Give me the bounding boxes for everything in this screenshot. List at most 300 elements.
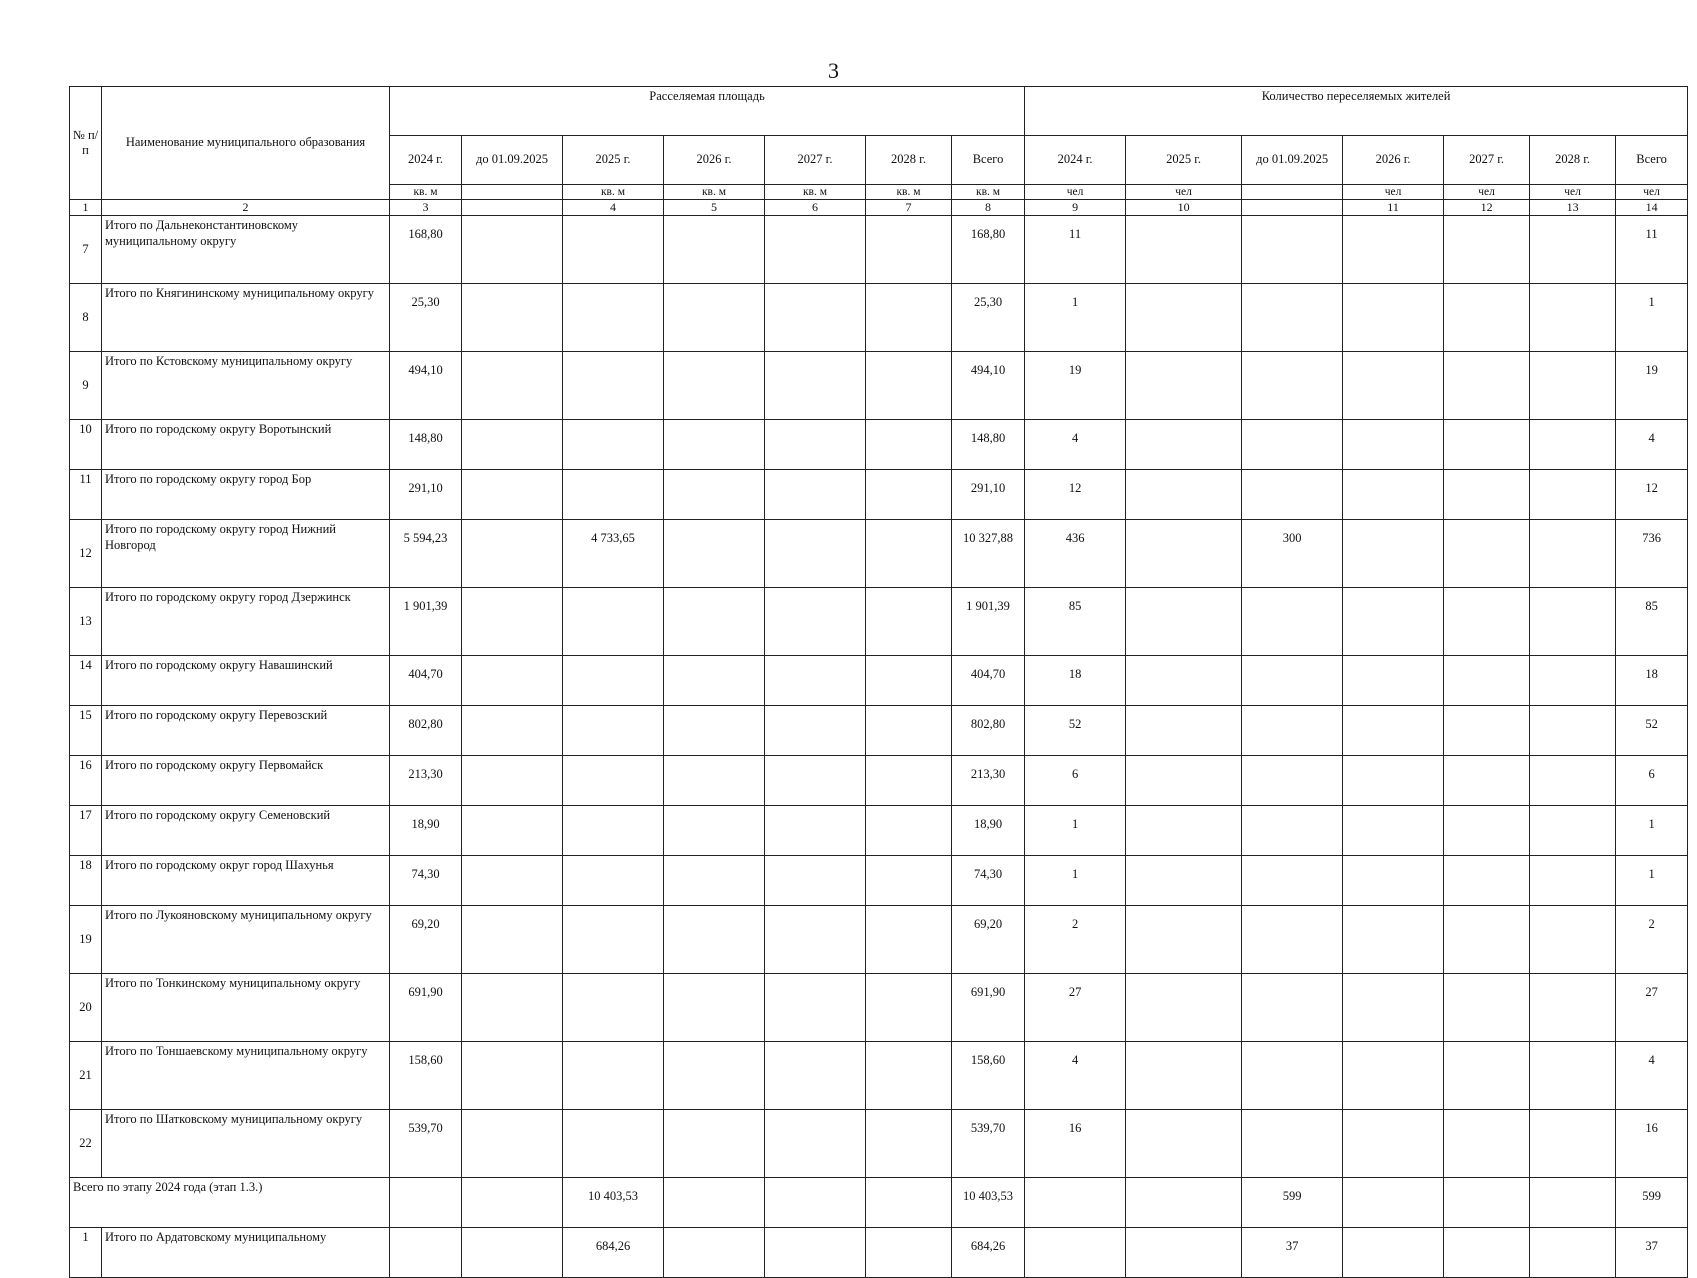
value-cell bbox=[664, 284, 765, 352]
column-number-cell: 8 bbox=[952, 200, 1025, 216]
table-row bbox=[70, 806, 1688, 856]
column-number-cell: 2 bbox=[102, 200, 390, 216]
municipality-name: Итого по городскому округу Семеновский bbox=[102, 806, 390, 856]
value-cell bbox=[563, 756, 664, 806]
header-num: № п/п bbox=[70, 87, 102, 200]
value-cell: 539,70 bbox=[390, 1110, 462, 1178]
row-number: 12 bbox=[70, 520, 102, 588]
value-cell bbox=[1530, 520, 1616, 588]
value-cell: 16 bbox=[1616, 1110, 1688, 1178]
value-cell bbox=[664, 906, 765, 974]
header-year-cell: до 01.09.2025 bbox=[462, 136, 563, 185]
municipality-name: Итого по городскому округу Перевозский bbox=[102, 706, 390, 756]
value-cell: 2 bbox=[1616, 906, 1688, 974]
value-cell: 1 bbox=[1025, 284, 1126, 352]
value-cell bbox=[664, 974, 765, 1042]
value-cell bbox=[664, 756, 765, 806]
value-cell bbox=[1343, 656, 1444, 706]
value-cell bbox=[1530, 1042, 1616, 1110]
value-cell bbox=[1242, 856, 1343, 906]
value-cell bbox=[563, 656, 664, 706]
header-residents-group: Количество переселяемых жителей bbox=[1025, 87, 1688, 136]
header-unit-cell: чел bbox=[1616, 185, 1688, 200]
value-cell bbox=[1530, 1228, 1616, 1278]
value-cell bbox=[1242, 470, 1343, 520]
value-cell bbox=[765, 1042, 866, 1110]
value-cell: 25,30 bbox=[952, 284, 1025, 352]
value-cell bbox=[866, 470, 952, 520]
value-cell bbox=[1530, 856, 1616, 906]
header-year-cell: 2028 г. bbox=[1530, 136, 1616, 185]
row-number: 15 bbox=[70, 706, 102, 756]
municipality-name: Итого по городскому округ город Шахунья bbox=[102, 856, 390, 906]
header-unit-cell: чел bbox=[1025, 185, 1126, 200]
value-cell bbox=[563, 806, 664, 856]
table-row bbox=[70, 216, 1688, 284]
value-cell bbox=[664, 352, 765, 420]
value-cell bbox=[462, 756, 563, 806]
value-cell bbox=[563, 1110, 664, 1178]
value-cell: 16 bbox=[1025, 1110, 1126, 1178]
value-cell bbox=[462, 806, 563, 856]
value-cell bbox=[1343, 352, 1444, 420]
value-cell bbox=[765, 856, 866, 906]
value-cell bbox=[1242, 806, 1343, 856]
value-cell bbox=[664, 806, 765, 856]
value-cell bbox=[765, 352, 866, 420]
value-cell bbox=[664, 706, 765, 756]
value-cell bbox=[866, 656, 952, 706]
value-cell bbox=[1242, 216, 1343, 284]
column-number-cell: 9 bbox=[1025, 200, 1126, 216]
value-cell bbox=[765, 756, 866, 806]
value-cell: 213,30 bbox=[952, 756, 1025, 806]
value-cell: 168,80 bbox=[952, 216, 1025, 284]
row-number: 13 bbox=[70, 588, 102, 656]
value-cell: 37 bbox=[1616, 1228, 1688, 1278]
value-cell: 539,70 bbox=[952, 1110, 1025, 1178]
value-cell: 1 bbox=[1025, 856, 1126, 906]
value-cell bbox=[866, 520, 952, 588]
value-cell bbox=[1126, 520, 1242, 588]
row-number: 20 bbox=[70, 974, 102, 1042]
municipality-name: Итого по городскому округу Навашинский bbox=[102, 656, 390, 706]
value-cell: 691,90 bbox=[952, 974, 1025, 1042]
header-unit-cell: кв. м bbox=[866, 185, 952, 200]
value-cell: 5 594,23 bbox=[390, 520, 462, 588]
value-cell bbox=[462, 216, 563, 284]
value-cell bbox=[1444, 216, 1530, 284]
value-cell bbox=[866, 420, 952, 470]
value-cell bbox=[765, 420, 866, 470]
value-cell bbox=[664, 856, 765, 906]
value-cell: 10 327,88 bbox=[952, 520, 1025, 588]
value-cell bbox=[866, 284, 952, 352]
header-unit-cell: кв. м bbox=[765, 185, 866, 200]
value-cell: 1 901,39 bbox=[952, 588, 1025, 656]
value-cell bbox=[1444, 1042, 1530, 1110]
value-cell bbox=[1444, 856, 1530, 906]
value-cell: 1 bbox=[1616, 806, 1688, 856]
row-number: 19 bbox=[70, 906, 102, 974]
value-cell bbox=[1126, 806, 1242, 856]
header-unit-cell: чел bbox=[1530, 185, 1616, 200]
column-number-cell: 7 bbox=[866, 200, 952, 216]
value-cell bbox=[765, 806, 866, 856]
value-cell: 12 bbox=[1616, 470, 1688, 520]
value-cell bbox=[462, 1042, 563, 1110]
value-cell bbox=[664, 588, 765, 656]
value-cell bbox=[1126, 588, 1242, 656]
municipality-name: Итого по Лукояновскому муниципальному округу bbox=[102, 906, 390, 974]
municipality-name: Итого по Шатковскому муниципальному округу bbox=[102, 1110, 390, 1178]
column-number-cell: 14 bbox=[1616, 200, 1688, 216]
header-unit-cell bbox=[1242, 185, 1343, 200]
value-cell bbox=[866, 588, 952, 656]
value-cell bbox=[1444, 284, 1530, 352]
value-cell bbox=[1242, 906, 1343, 974]
value-cell bbox=[664, 470, 765, 520]
table-row bbox=[70, 352, 1688, 420]
municipality-name: Итого по городскому округу Первомайск bbox=[102, 756, 390, 806]
value-cell: 802,80 bbox=[952, 706, 1025, 756]
value-cell bbox=[563, 906, 664, 974]
column-number-cell: 5 bbox=[664, 200, 765, 216]
row-number: 14 bbox=[70, 656, 102, 706]
value-cell bbox=[664, 656, 765, 706]
value-cell bbox=[462, 706, 563, 756]
header-unit-cell: кв. м bbox=[664, 185, 765, 200]
value-cell bbox=[1530, 706, 1616, 756]
value-cell bbox=[1530, 216, 1616, 284]
value-cell bbox=[866, 1042, 952, 1110]
header-unit-cell: кв. м bbox=[563, 185, 664, 200]
municipality-name: Итого по городскому округу город Дзержинск bbox=[102, 588, 390, 656]
value-cell: 18 bbox=[1025, 656, 1126, 706]
value-cell bbox=[1530, 352, 1616, 420]
value-cell bbox=[1126, 856, 1242, 906]
value-cell bbox=[1126, 1110, 1242, 1178]
value-cell bbox=[1126, 706, 1242, 756]
value-cell bbox=[765, 284, 866, 352]
value-cell: 300 bbox=[1242, 520, 1343, 588]
value-cell bbox=[1530, 974, 1616, 1042]
value-cell bbox=[1444, 520, 1530, 588]
header-year-cell: 2025 г. bbox=[1126, 136, 1242, 185]
value-cell bbox=[563, 216, 664, 284]
value-cell bbox=[1126, 974, 1242, 1042]
value-cell bbox=[563, 856, 664, 906]
value-cell bbox=[765, 216, 866, 284]
value-cell bbox=[1343, 974, 1444, 1042]
total-value-cell bbox=[462, 1178, 563, 1228]
value-cell bbox=[1444, 656, 1530, 706]
value-cell bbox=[765, 974, 866, 1042]
value-cell bbox=[1343, 1042, 1444, 1110]
value-cell bbox=[462, 1228, 563, 1278]
value-cell: 4 733,65 bbox=[563, 520, 664, 588]
header-unit-cell: кв. м bbox=[390, 185, 462, 200]
value-cell: 37 bbox=[1242, 1228, 1343, 1278]
value-cell bbox=[866, 352, 952, 420]
value-cell bbox=[462, 656, 563, 706]
value-cell bbox=[765, 520, 866, 588]
value-cell: 291,10 bbox=[390, 470, 462, 520]
value-cell: 69,20 bbox=[952, 906, 1025, 974]
value-cell bbox=[1444, 420, 1530, 470]
value-cell bbox=[1343, 906, 1444, 974]
value-cell: 691,90 bbox=[390, 974, 462, 1042]
value-cell: 74,30 bbox=[390, 856, 462, 906]
value-cell: 74,30 bbox=[952, 856, 1025, 906]
total-value-cell: 10 403,53 bbox=[563, 1178, 664, 1228]
value-cell: 85 bbox=[1616, 588, 1688, 656]
row-number: 1 bbox=[70, 1228, 102, 1278]
value-cell bbox=[1530, 470, 1616, 520]
value-cell bbox=[1343, 806, 1444, 856]
value-cell bbox=[1530, 420, 1616, 470]
value-cell: 736 bbox=[1616, 520, 1688, 588]
value-cell: 158,60 bbox=[390, 1042, 462, 1110]
header-unit-cell: чел bbox=[1343, 185, 1444, 200]
value-cell bbox=[563, 470, 664, 520]
value-cell bbox=[1242, 656, 1343, 706]
value-cell: 404,70 bbox=[390, 656, 462, 706]
value-cell bbox=[1025, 1228, 1126, 1278]
table-row bbox=[70, 1110, 1688, 1178]
row-number: 10 bbox=[70, 420, 102, 470]
value-cell: 158,60 bbox=[952, 1042, 1025, 1110]
municipality-name: Итого по Княгининскому муниципальному округу bbox=[102, 284, 390, 352]
value-cell bbox=[1242, 352, 1343, 420]
total-value-cell bbox=[390, 1178, 462, 1228]
value-cell bbox=[462, 588, 563, 656]
municipality-name: Итого по Тонкинскому муниципальному округу bbox=[102, 974, 390, 1042]
value-cell: 148,80 bbox=[390, 420, 462, 470]
municipality-name: Итого по городскому округу Воротынский bbox=[102, 420, 390, 470]
table-row bbox=[70, 520, 1688, 588]
value-cell bbox=[563, 706, 664, 756]
value-cell bbox=[1530, 906, 1616, 974]
value-cell bbox=[664, 216, 765, 284]
page-number: 3 bbox=[828, 58, 839, 83]
row-number: 18 bbox=[70, 856, 102, 906]
column-number-cell: 1 bbox=[70, 200, 102, 216]
value-cell bbox=[1126, 420, 1242, 470]
table-row bbox=[70, 470, 1688, 520]
table-row bbox=[70, 588, 1688, 656]
table-row bbox=[70, 706, 1688, 756]
value-cell bbox=[1343, 520, 1444, 588]
header-unit-cell: чел bbox=[1444, 185, 1530, 200]
value-cell bbox=[1444, 906, 1530, 974]
column-number-cell: 3 bbox=[390, 200, 462, 216]
value-cell bbox=[1444, 706, 1530, 756]
value-cell bbox=[765, 906, 866, 974]
value-cell bbox=[1343, 856, 1444, 906]
municipality-name: Итого по городскому округу город Нижний Новгород bbox=[102, 520, 390, 588]
table-row bbox=[70, 1042, 1688, 1110]
value-cell bbox=[1242, 420, 1343, 470]
value-cell bbox=[664, 420, 765, 470]
header-year-cell: 2024 г. bbox=[390, 136, 462, 185]
value-cell: 25,30 bbox=[390, 284, 462, 352]
row-number: 8 bbox=[70, 284, 102, 352]
row-number: 17 bbox=[70, 806, 102, 856]
column-number-cell bbox=[1242, 200, 1343, 216]
value-cell: 213,30 bbox=[390, 756, 462, 806]
value-cell bbox=[866, 216, 952, 284]
value-cell bbox=[1343, 588, 1444, 656]
total-value-cell bbox=[1343, 1178, 1444, 1228]
value-cell: 2 bbox=[1025, 906, 1126, 974]
value-cell bbox=[664, 1042, 765, 1110]
value-cell bbox=[765, 588, 866, 656]
header-unit-cell: кв. м bbox=[952, 185, 1025, 200]
total-value-cell bbox=[1530, 1178, 1616, 1228]
table-row bbox=[70, 974, 1688, 1042]
value-cell bbox=[1530, 656, 1616, 706]
row-number: 21 bbox=[70, 1042, 102, 1110]
header-year-cell: 2027 г. bbox=[765, 136, 866, 185]
value-cell bbox=[462, 974, 563, 1042]
value-cell bbox=[1444, 974, 1530, 1042]
value-cell: 4 bbox=[1616, 420, 1688, 470]
value-cell bbox=[462, 520, 563, 588]
value-cell: 12 bbox=[1025, 470, 1126, 520]
header-year-cell: 2024 г. bbox=[1025, 136, 1126, 185]
row-number: 16 bbox=[70, 756, 102, 806]
table-row bbox=[70, 656, 1688, 706]
total-value-cell: 599 bbox=[1242, 1178, 1343, 1228]
value-cell bbox=[1126, 470, 1242, 520]
municipality-name: Итого по Ардатовскому муниципальному bbox=[102, 1228, 390, 1278]
row-number: 9 bbox=[70, 352, 102, 420]
value-cell: 494,10 bbox=[952, 352, 1025, 420]
value-cell: 148,80 bbox=[952, 420, 1025, 470]
value-cell bbox=[866, 706, 952, 756]
value-cell: 19 bbox=[1616, 352, 1688, 420]
value-cell bbox=[1242, 1042, 1343, 1110]
value-cell bbox=[1126, 756, 1242, 806]
header-year-cell: 2027 г. bbox=[1444, 136, 1530, 185]
value-cell bbox=[1126, 1042, 1242, 1110]
municipality-name: Итого по Тоншаевскому муниципальному округу bbox=[102, 1042, 390, 1110]
value-cell bbox=[866, 756, 952, 806]
value-cell bbox=[664, 1110, 765, 1178]
column-number-cell: 11 bbox=[1343, 200, 1444, 216]
value-cell: 4 bbox=[1025, 1042, 1126, 1110]
value-cell: 436 bbox=[1025, 520, 1126, 588]
value-cell bbox=[664, 1228, 765, 1278]
value-cell bbox=[563, 420, 664, 470]
value-cell: 19 bbox=[1025, 352, 1126, 420]
value-cell bbox=[664, 520, 765, 588]
value-cell bbox=[1126, 906, 1242, 974]
value-cell: 11 bbox=[1616, 216, 1688, 284]
value-cell bbox=[765, 656, 866, 706]
header-year-cell: 2028 г. bbox=[866, 136, 952, 185]
value-cell bbox=[1242, 284, 1343, 352]
value-cell bbox=[866, 856, 952, 906]
total-value-cell: 599 bbox=[1616, 1178, 1688, 1228]
header-year-cell: Всего bbox=[1616, 136, 1688, 185]
value-cell bbox=[1242, 1110, 1343, 1178]
value-cell: 802,80 bbox=[390, 706, 462, 756]
row-number: 11 bbox=[70, 470, 102, 520]
value-cell bbox=[462, 856, 563, 906]
municipality-name: Итого по Кстовскому муниципальному округу bbox=[102, 352, 390, 420]
header-year-cell: 2025 г. bbox=[563, 136, 664, 185]
value-cell bbox=[563, 974, 664, 1042]
table-row bbox=[70, 906, 1688, 974]
value-cell: 4 bbox=[1025, 420, 1126, 470]
value-cell: 4 bbox=[1616, 1042, 1688, 1110]
value-cell: 85 bbox=[1025, 588, 1126, 656]
value-cell: 18 bbox=[1616, 656, 1688, 706]
value-cell: 18,90 bbox=[390, 806, 462, 856]
municipality-name: Итого по Дальнеконстантиновскому муниципальному округу bbox=[102, 216, 390, 284]
column-number-cell: 13 bbox=[1530, 200, 1616, 216]
municipality-name: Итого по городскому округу город Бор bbox=[102, 470, 390, 520]
value-cell bbox=[1343, 216, 1444, 284]
value-cell: 1 901,39 bbox=[390, 588, 462, 656]
total-value-cell bbox=[1126, 1178, 1242, 1228]
value-cell: 69,20 bbox=[390, 906, 462, 974]
value-cell bbox=[1444, 1110, 1530, 1178]
value-cell bbox=[1530, 284, 1616, 352]
total-value-cell bbox=[1025, 1178, 1126, 1228]
value-cell bbox=[866, 974, 952, 1042]
total-value-cell bbox=[1444, 1178, 1530, 1228]
value-cell: 494,10 bbox=[390, 352, 462, 420]
row-number: 7 bbox=[70, 216, 102, 284]
value-cell bbox=[1444, 806, 1530, 856]
total-value-cell bbox=[664, 1178, 765, 1228]
value-cell bbox=[866, 806, 952, 856]
value-cell bbox=[1444, 352, 1530, 420]
table-row bbox=[70, 1228, 1688, 1278]
header-year-cell: 2026 г. bbox=[1343, 136, 1444, 185]
total-value-cell bbox=[765, 1178, 866, 1228]
value-cell bbox=[1242, 706, 1343, 756]
value-cell: 1 bbox=[1616, 284, 1688, 352]
value-cell: 684,26 bbox=[952, 1228, 1025, 1278]
value-cell bbox=[563, 1042, 664, 1110]
value-cell: 52 bbox=[1616, 706, 1688, 756]
value-cell: 27 bbox=[1616, 974, 1688, 1042]
column-number-cell: 12 bbox=[1444, 200, 1530, 216]
value-cell bbox=[765, 1110, 866, 1178]
value-cell bbox=[462, 420, 563, 470]
value-cell bbox=[1242, 588, 1343, 656]
value-cell bbox=[1126, 1228, 1242, 1278]
value-cell bbox=[1343, 1110, 1444, 1178]
table-row bbox=[70, 756, 1688, 806]
value-cell bbox=[1242, 974, 1343, 1042]
value-cell bbox=[563, 588, 664, 656]
value-cell bbox=[462, 284, 563, 352]
column-number-cell: 10 bbox=[1126, 200, 1242, 216]
value-cell bbox=[1444, 588, 1530, 656]
total-row bbox=[70, 1178, 1688, 1228]
value-cell bbox=[462, 906, 563, 974]
row-number: 22 bbox=[70, 1110, 102, 1178]
value-cell bbox=[1126, 216, 1242, 284]
value-cell bbox=[1444, 470, 1530, 520]
value-cell bbox=[462, 1110, 563, 1178]
value-cell: 168,80 bbox=[390, 216, 462, 284]
